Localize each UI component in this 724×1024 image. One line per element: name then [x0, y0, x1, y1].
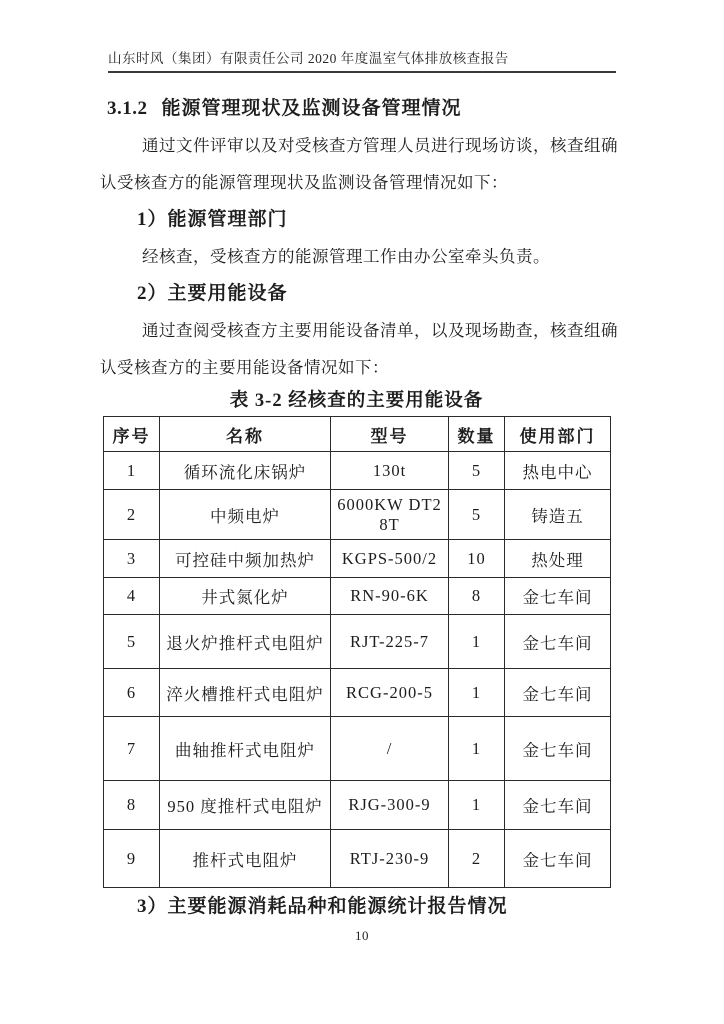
- cell-department: 金七车间: [505, 578, 611, 615]
- cell-quantity: 10: [449, 540, 505, 578]
- cell-model: RJG-300-9: [331, 781, 449, 830]
- table-row: [104, 830, 611, 888]
- cell-name: 950 度推杆式电阻炉: [160, 781, 331, 830]
- cell-index: 6: [104, 669, 160, 717]
- cell-name: 循环流化床锅炉: [160, 452, 331, 490]
- table-row: [104, 490, 611, 540]
- section-title: 能源管理现状及监测设备管理情况: [161, 98, 462, 119]
- cell-department: 金七车间: [505, 781, 611, 830]
- cell-quantity: 1: [449, 781, 505, 830]
- intro-paragraph-line-1: 通过文件评审以及对受核查方管理人员进行现场访谈，核查组确: [142, 136, 618, 155]
- cell-department: 热电中心: [505, 452, 611, 490]
- cell-index: 1: [104, 452, 160, 490]
- equipment-table: [103, 416, 611, 888]
- cell-name: 退火炉推杆式电阻炉: [160, 615, 331, 669]
- cell-name: 中频电炉: [160, 490, 331, 540]
- column-header-index: 序号: [104, 417, 160, 452]
- cell-name: 推杆式电阻炉: [160, 830, 331, 888]
- table-row: [104, 615, 611, 669]
- cell-department: 金七车间: [505, 669, 611, 717]
- cell-model: RTJ-230-9: [331, 830, 449, 888]
- cell-index: 8: [104, 781, 160, 830]
- cell-department: 金七车间: [505, 615, 611, 669]
- cell-index: 5: [104, 615, 160, 669]
- document-header-title: 山东时风（集团）有限责任公司 2020 年度温室气体排放核查报告: [108, 51, 509, 66]
- cell-model: KGPS-500/2: [331, 540, 449, 578]
- document-header: [108, 0, 616, 73]
- table-row: [104, 669, 611, 717]
- cell-model: /: [331, 717, 449, 781]
- cell-quantity: 1: [449, 717, 505, 781]
- cell-model: 6000KW DT2 8T: [331, 490, 449, 540]
- table-row: [104, 452, 611, 490]
- subsection-2-body-line-1: 通过查阅受核查方主要用能设备清单，以及现场勘查，核查组确: [142, 321, 618, 340]
- cell-model: RJT-225-7: [331, 615, 449, 669]
- subsection-2-heading: 2）主要用能设备: [137, 283, 288, 304]
- cell-index: 3: [104, 540, 160, 578]
- cell-name: 曲轴推杆式电阻炉: [160, 717, 331, 781]
- section-number: 3.1.2: [107, 98, 148, 119]
- table-caption: 表 3-2 经核查的主要用能设备: [229, 391, 484, 411]
- cell-department: 铸造五: [505, 490, 611, 540]
- cell-name: 井式氮化炉: [160, 578, 331, 615]
- table-row: [104, 578, 611, 615]
- cell-model: RCG-200-5: [331, 669, 449, 717]
- subsection-1-heading: 1）能源管理部门: [137, 209, 288, 230]
- table-row: [104, 781, 611, 830]
- cell-department: 金七车间: [505, 717, 611, 781]
- cell-name: 淬火槽推杆式电阻炉: [160, 669, 331, 717]
- page-number: 10: [355, 928, 369, 943]
- column-header-department: 使用部门: [505, 417, 611, 452]
- cell-index: 4: [104, 578, 160, 615]
- table-row: [104, 717, 611, 781]
- table-header-row: [104, 417, 611, 452]
- intro-paragraph-line-2: 认受核查方的能源管理现状及监测设备管理情况如下：: [100, 173, 508, 192]
- table-row: [104, 540, 611, 578]
- cell-quantity: 2: [449, 830, 505, 888]
- cell-department: 热处理: [505, 540, 611, 578]
- subsection-1-body: 经核查，受核查方的能源管理工作由办公室牵头负责。: [142, 247, 550, 266]
- cell-quantity: 5: [449, 490, 505, 540]
- subsection-3-heading: 3）主要能源消耗品种和能源统计报告情况: [137, 896, 508, 917]
- column-header-model: 型号: [331, 417, 449, 452]
- cell-department: 金七车间: [505, 830, 611, 888]
- cell-model: RN-90-6K: [331, 578, 449, 615]
- column-header-quantity: 数量: [449, 417, 505, 452]
- page-content: [100, 90, 620, 925]
- cell-index: 7: [104, 717, 160, 781]
- cell-quantity: 1: [449, 669, 505, 717]
- cell-index: 2: [104, 490, 160, 540]
- section-heading: [107, 90, 620, 127]
- cell-index: 9: [104, 830, 160, 888]
- column-header-name: 名称: [160, 417, 331, 452]
- cell-model: 130t: [331, 452, 449, 490]
- subsection-2-body-line-2: 认受核查方的主要用能设备情况如下：: [100, 358, 389, 377]
- cell-quantity: 5: [449, 452, 505, 490]
- cell-quantity: 1: [449, 615, 505, 669]
- cell-quantity: 8: [449, 578, 505, 615]
- cell-name: 可控硅中频加热炉: [160, 540, 331, 578]
